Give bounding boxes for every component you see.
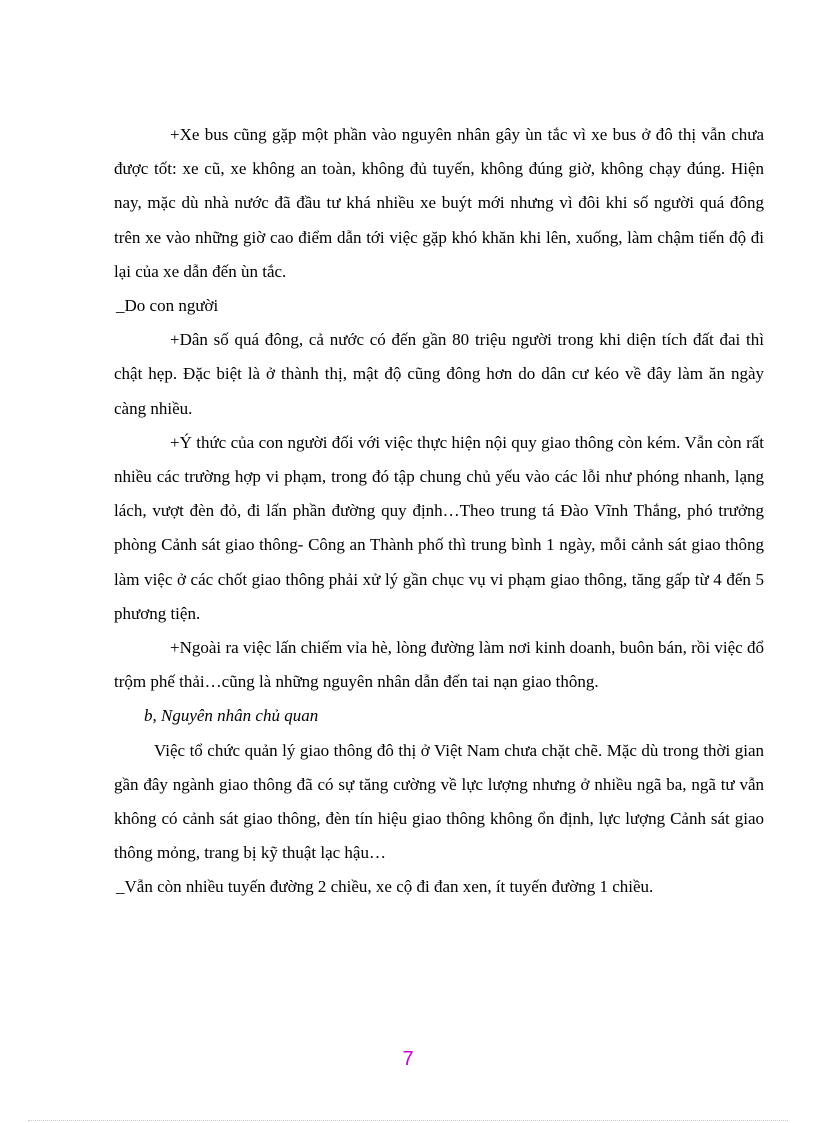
- paragraph-human-cause-heading: _Do con người: [116, 296, 219, 316]
- paragraph-population: +Dân số quá đông, cả nước có đến gần 80 triệu người trong khi diện tích đất đai thì chật hẹp. Đặc biệt là ở thành thị, mật độ cũng đông hơn do dân cư kéo về đây làm ăn ngày càng nhiều.: [114, 330, 764, 418]
- paragraph-traffic-management: Việc tổ chức quản lý giao thông đô thị ở Việt Nam chưa chặt chẽ. Mặc dù trong thời gian gần đây ngành giao thông đã có sự tăng cường về lực lượng nhưng ở nhiều ngã ba, ngã tư vẫn không có cảnh sát giao thông, đèn tín hiệu giao thông không ổn định, lực lượng Cảnh sát giao thông mỏng, trang bị kỹ thuật lạc hậu…: [114, 740, 764, 863]
- paragraph-awareness: +Ý thức của con người đối với việc thực hiện nội quy giao thông còn kém. Vẫn còn rất nhiều các trường hợp vi phạm, trong đó tập chung chủ yếu vào các lỗi như phóng nhanh, lạng lách, vượt đèn đỏ, đi lấn phần đường quy định…Theo trung tá Đào Vĩnh Thắng, phó trưởng phòng Cảnh sát giao thông- Công an Thành phố thì trung bình 1 ngày, mỗi cảnh sát giao thông làm việc ở các chốt giao thông phải xử lý gần chục vụ vi phạm giao thông, tăng gấp từ 4 đến 5 phương tiện.: [114, 432, 764, 623]
- page-number: 7: [402, 1048, 414, 1070]
- paragraph-two-way-roads: _Vẫn còn nhiều tuyến đường 2 chiều, xe cộ đi đan xen, ít tuyến đường 1 chiều.: [116, 877, 654, 897]
- page-bottom-divider: [28, 1120, 788, 1121]
- paragraph-bus: +Xe bus cũng gặp một phần vào nguyên nhân gây ùn tắc vì xe bus ở đô thị vẫn chưa được tốt: xe cũ, xe không an toàn, không đủ tuyến, không đúng giờ, không chạy đúng. Hiện nay, mặc dù nhà nước đã đầu tư khá nhiều xe buýt mới nhưng vì đôi khi số người quá đông trên xe vào những giờ cao điểm dẫn tới việc gặp khó khăn khi lên, xuống, làm chậm tiến độ đi lại của xe dẫn đến ùn tắc.: [114, 125, 764, 281]
- section-heading-subjective-causes: b, Nguyên nhân chủ quan: [144, 706, 319, 726]
- paragraph-encroachment: +Ngoài ra việc lấn chiếm vỉa hè, lòng đường làm nơi kinh doanh, buôn bán, rồi việc đổ trộm phế thải…cũng là những nguyên nhân dẫn đến tai nạn giao thông.: [114, 638, 764, 692]
- document-body: [114, 118, 764, 905]
